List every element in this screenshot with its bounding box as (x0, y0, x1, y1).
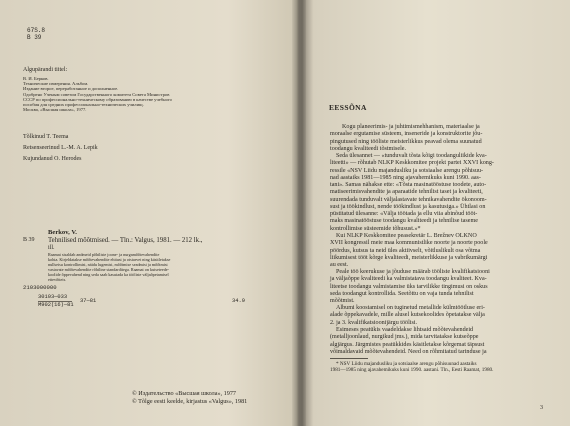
original-title-line: СССР по профессионально-техническому образованию в качестве учебного (23, 96, 172, 102)
text-line: au eest. (330, 262, 349, 268)
catalog-abstract-line: Raamat sisaldab andmeid põhiliste joone- ja nurgamõõtevahendite (48, 252, 160, 257)
text-line: Kogu planeerimis- ja juhtimismehhanism, materiaalse ja (342, 124, 480, 130)
preface-paragraph-2 (330, 153, 566, 233)
udc-range: 37—81 (80, 298, 97, 304)
text-line: Esimeses peatükis vaadeldakse lihtsaid mõõtevahendeid (336, 327, 474, 333)
catalog-abstract-line: ettevõtteis. (48, 276, 67, 282)
catalog-abstract (48, 253, 170, 282)
text-line: Seda ülesannet — «tunduvalt tõsta kõigi toodanguliikide kva- (336, 153, 487, 159)
footnote-line: * NSV Liidu majandusliku ja sotsiaalse arengu põhisuunad aastaiks (336, 361, 477, 367)
text-line: 2. ja 3. kvalifikatsioonijärgu töölisi. (330, 319, 418, 326)
text-line: pingutused ning tööliste meisterlikkus peavad olema suunatud (330, 138, 482, 145)
catalog-price: 34.9 (232, 298, 245, 304)
original-title-line: Москва, «Высшая школа», 1977. (23, 107, 87, 113)
original-title-label: Algupärandi tiitel: (23, 67, 68, 73)
text-line: Albumi koostamisel on tuginetud metallide külmtöötluse eri- (336, 305, 485, 311)
text-line: võimaldavaid mõõtevahendeid. Need on rõhmitatud tarinduse ja (330, 348, 487, 355)
udc-bottom: M902(16)—81 (38, 302, 74, 308)
preface-paragraph-1 (330, 124, 566, 153)
text-line: tani». Samas nähakse ette: «Tõsta masinatööstuse toodete, auto- (330, 182, 487, 188)
text-line: liteetti» — rõhutab NLKP Keskkomitee projekt partei XXVI kong- (330, 160, 494, 167)
footnote-line: 1981—1985 ning ajavahemikuks kuni 1990. aastani. Tln., Eesti Raamat, 1980. (330, 367, 494, 373)
translator-credit: Tõlkinud T. Teema (23, 134, 69, 140)
footnote-rule (330, 358, 368, 359)
text-line: Kui NLKP Keskkomitee peasekretär L. Brežnev OLKNO (336, 233, 477, 239)
original-title-line: пособия для средних профессионально-технических училищ. (23, 102, 144, 108)
catalog-abstract-line: koolide õppevahend ning seda saab kasutada ka tööliste väljaõpetamisel (48, 271, 169, 277)
text-line: liteetse toodangu valmistamise üks tarvilikke tingimusi on oskus (330, 283, 488, 290)
catalog-number: 2103000000 (23, 284, 57, 291)
original-title-line: Одобрено Ученым советом Государственного комитета Совета Министров (23, 91, 170, 97)
preface-heading: EESSÕNA (329, 103, 367, 112)
text-line: alade õppekavadele, mille alusel kutsekoolides õpetatakse välja (330, 312, 485, 319)
catalog-abstract-line: kohta. Kirjeldatakse mõõtevahendite ehitust ja otstarvet ning käsitletakse (48, 256, 171, 262)
preface-paragraph-5 (330, 305, 566, 327)
text-line: pöördus, kutsus ta neid üles aktiivselt, võitluslikult osa võtma (330, 247, 481, 254)
right-page (304, 0, 570, 426)
text-line: sust ja töökindlust, nende töökindlust ja kasutusiga.» Ühtlasi on (330, 203, 486, 210)
original-title-block (23, 76, 172, 112)
footnote (330, 361, 493, 373)
page-number: 3 (540, 405, 543, 411)
text-line: Peale töö keerukuse ja jõuduse määrab tööliste kvalifikatsiooni (336, 269, 490, 275)
text-line: ressile «NSV Liidu majandusliku ja sotsiaalse arengu põhisuu- (330, 167, 484, 174)
text-line: (metalljoonlaud, nurgikud jms.), mida tarvitatakse kutseõppe (330, 334, 479, 341)
classification-code-1: 67S.8 (27, 27, 46, 34)
preface-paragraph-3 (330, 233, 566, 269)
catalog-code: B 39 (23, 237, 35, 243)
designer-credit: Kujundanud O. Herodes (23, 156, 82, 162)
reviewer-credit: Retsenseerinud L.-M. A. Lepik (23, 145, 98, 151)
copyright-estonian: © Tõlge eesti keelde, kirjastus «Valgus», 1981 (132, 398, 248, 405)
catalog-abstract-line: nullseisu kontrollimist, näidu lugemist, mõõtmise seadmist ja mõõtmist (48, 261, 168, 267)
text-line: liikumisest tööt kõrge kvaliteedi, meisterlikkuse ja vabrikumärgi (330, 254, 488, 261)
text-line: moraalse ergutamise süsteem, inseneride ja konstruktorite jõu- (330, 131, 483, 138)
text-line: nad aastaiks 1981—1985 ning ajavahemikuks kuni 1990. aas- (330, 174, 481, 181)
text-line: suurendada tunduvalt väljalastavate tehnikavahendite ökonoom- (330, 196, 487, 203)
udc-top: 30103—033 (38, 294, 68, 300)
catalog-title-line: Tehnilised mõõtmised. — Tln.: Valgus, 1981. — 212 lk., (48, 237, 203, 244)
preface-paragraph-4 (330, 269, 566, 305)
original-title-line: Технические измерения. Альбом. (23, 81, 89, 87)
text-line: algjärgus. Järgmistes peatükkides käsitletakse kõrgemat täpsust (330, 341, 485, 348)
preface-paragraph-6 (330, 327, 566, 356)
text-line: seda toodangut kontrollida. Seetõttu on vaja tunda tehnilist (330, 290, 474, 297)
text-line: mõõtmist. (330, 298, 355, 304)
text-line: maks masinatööstuse toodangu kvaliteedi ja tehnilise taseme (330, 218, 478, 225)
original-title-line: В. И. Берков. (23, 76, 49, 81)
text-line: XVII kongressil meie maa kommunistlike noorte ja noorte poole (330, 240, 488, 247)
catalog-abstract-line: vastavate mõõtevahendite rõhiline standarditega. Raamat on kutseteede- (48, 266, 170, 272)
copyright-russian: © Издательство «Высшая школа», 1977 (132, 390, 237, 397)
text-line: kontrollimise süsteemide tõhusust.»* (330, 225, 421, 232)
original-title-line: Издание второе, переработанное и дополненное. (23, 86, 119, 92)
text-line: püstitatud ülesanne: «Välja töötada ja ellu viia abinõud tööt- (330, 211, 478, 217)
text-line: toodangu kvaliteedi tõstmisele. (330, 145, 406, 152)
catalog-title-line-2: ill. (48, 245, 55, 251)
text-line: ja väljaõppe kvaliteedi ka valmistatava toodangu kvaliteet. Kva- (330, 276, 487, 283)
text-line: matiseerimisvahendite ja aparaatide tehnilist taset ja kvaliteeti, (330, 189, 483, 196)
catalog-author: Berkov, V. (48, 229, 77, 236)
classification-code-2: B 39 (27, 34, 42, 41)
